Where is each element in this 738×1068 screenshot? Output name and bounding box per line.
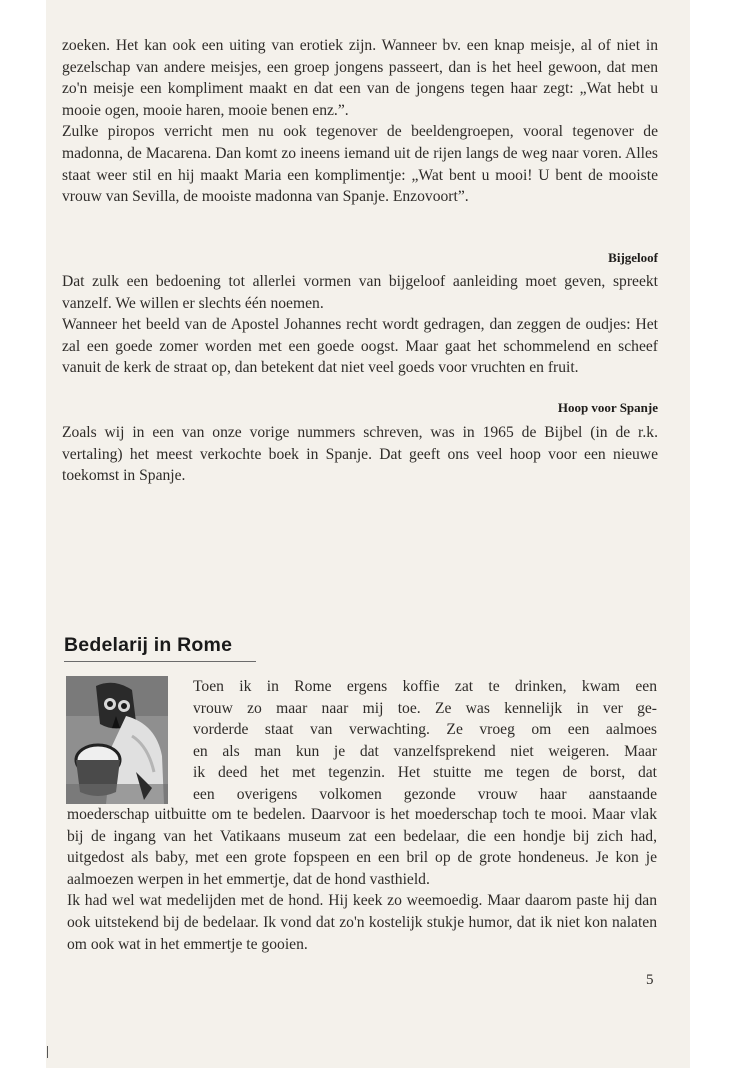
rome-paragraph-2: Ik had wel wat medelijden met de hond. Hij keek zo weemoedig. Maar daarom paste hij dan ook uitstekend bij de bedelaar. Ik vond dat zo'n kostelijk stukje humor, dat ik niet kon nalaten om ook wat in het emmertje te gooien. [67,892,657,953]
bijgeloof-paragraph-2: Wanneer het beeld van de Apostel Johannes recht wordt gedragen, dan zeggen de oudjes: Het zal een goede zomer worden met een goede oogst. Maar gaat het schommelend en scheef vanuit de kerk de straat op, dan betekent dat niet veel goeds voor vruchten en fruit. [62,316,658,377]
hoop-text-block [62,422,658,487]
scan-edge-mark [47,1046,48,1058]
hoop-paragraph: Zoals wij in een van onze vorige nummers schreven, was in 1965 de Bijbel (in de r.k. vertaling) het meest verkochte boek in Spanje. Dat geeft ons veel hoop voor een nieuwe toekomst in Spanje. [62,424,658,485]
bijgeloof-paragraph-1: Dat zulk een bedoening tot allerlei vormen van bijgeloof aanleiding moet geven, spreekt vanzelf. We willen er slechts één noemen. [62,273,658,312]
intro-paragraph-2: Zulke piropos verricht men nu ook tegenover de beeldengroepen, vooral tegenover de madonna, de Macarena. Dan komt zo ineens iemand uit de rijen langs de weg naar voren. Alles staat weer stil en hij maakt Maria een komplimentje: „Wat bent u mooi! U bent de mooiste vrouw van Sevilla, de mooiste madonna van Spanje. Enzovoort”. [62,123,658,206]
rome-section-title: Bedelarij in Rome [64,634,233,656]
page-number: 5 [646,972,654,988]
column-line: vrouw zo maar naar mij toe. Ze was kennelijk in ver ge- [193,699,657,717]
intro-text-block [62,35,658,208]
column-line: en als man kun je dat vanzelfsprekend niet weigeren. Maar [193,742,657,760]
column-line: Toen ik in Rome ergens koffie zat te drinken, kwam een [193,678,657,695]
column-line: ik deed het met tegenzin. Het stuitte me tegen de borst, dat [193,764,657,782]
bijgeloof-text-block [62,271,658,379]
intro-paragraph-1: zoeken. Het kan ook een uiting van erotiek zijn. Wanneer bv. een knap meisje, al of niet in gezelschap van andere meisjes, een groep jongens passeert, dan is het heel gewoon, dat men zo'n meisje een kompliment maakt en dat een van de jongens tegen haar zegt: „Wat hebt u mooie ogen, mooie haren, mooie benen enz.”. [62,37,658,119]
rome-paragraph-1-rest: moederschap uitbuitte om te bedelen. Daarvoor is het moederschap toch te mooi. Maar vlak bij de ingang van het Vatikaans museum zat een bedelaar, die een hondje bij zich had, uitgedost als baby, met een grote fopspeen en een bril op de grote hondeneus. Je kon je aalmoezen werpen in het emmertje, dat de hond vasthield. [67,806,657,888]
hoop-heading: Hoop voor Spanje [557,400,658,415]
column-line: een overigens volkomen gezonde vrouw haar aanstaande [193,785,657,803]
rome-body-text [67,804,657,955]
column-line: vorderde staat van verwachting. Ze vroeg om een aalmoes [193,721,657,739]
beggar-dog-photo [66,676,168,804]
bijgeloof-heading: Bijgeloof [608,250,658,265]
rome-column-text [193,676,657,806]
title-underline [64,661,256,662]
